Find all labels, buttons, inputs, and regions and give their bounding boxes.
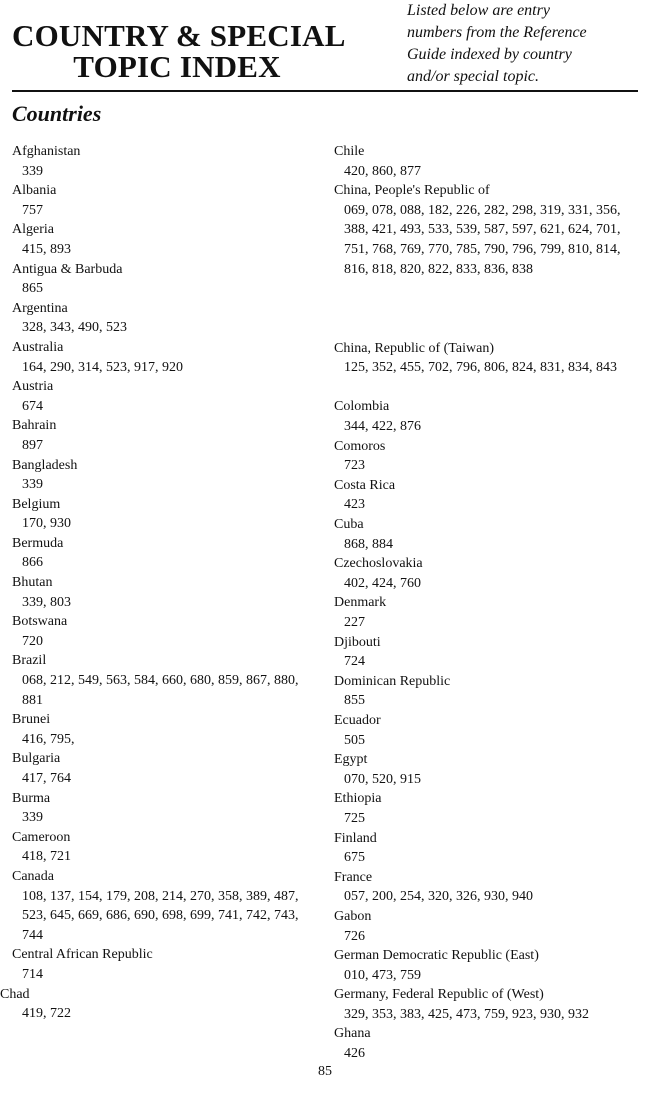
entry-numbers: 125, 352, 455, 702, 796, 806, 824, 831, 834, 843 [344, 360, 617, 376]
index-entry [334, 397, 644, 436]
country-name: Costa Rica [334, 477, 396, 493]
index-entry [334, 515, 644, 554]
entry-numbers: 416, 795, [22, 731, 75, 747]
country-name: Chile [334, 144, 365, 159]
entry-numbers: 675 [344, 850, 365, 866]
entry-numbers: 724 [344, 654, 365, 670]
entry-numbers: 714 [22, 966, 43, 982]
entry-numbers: 339 [22, 810, 43, 826]
index-entry [12, 945, 317, 984]
entry-numbers: 726 [344, 928, 365, 944]
entry-numbers: 402, 424, 760 [344, 575, 421, 591]
entry-numbers: 057, 200, 254, 320, 326, 930, 940 [344, 889, 533, 905]
entry-numbers: 069, 078, 088, 182, 226, 282, 298, 319, 331, 356, 388, 421, 493, 533, 539, 587, 597, 621, 624, 701, 751, 768, 769, 770, 785, 790, 796, 799, 810, 814, 816, 818, 820, 822, 833, 836, 838 [344, 202, 621, 277]
entry-numbers: 865 [22, 281, 43, 297]
country-name: Ecuador [334, 712, 381, 728]
country-name: Bhutan [12, 575, 53, 591]
country-name: Algeria [12, 222, 54, 238]
note-line: Listed below are entry [407, 2, 550, 19]
country-name: Cuba [334, 517, 364, 533]
index-entry [334, 339, 644, 398]
index-entry [12, 260, 317, 299]
index-entry [334, 672, 644, 711]
country-name: Czechoslovakia [334, 556, 423, 572]
country-name: Djibouti [334, 634, 381, 650]
country-name: Antigua & Barbuda [12, 261, 123, 277]
entry-numbers: 417, 764 [22, 771, 71, 787]
country-name: Finland [334, 830, 377, 846]
note-line: and/or special topic. [407, 68, 539, 85]
note-line: Guide indexed by country [407, 46, 572, 63]
country-name: Australia [12, 339, 64, 355]
entry-numbers: 855 [344, 693, 365, 709]
entry-numbers: 328, 343, 490, 523 [22, 320, 127, 336]
entry-numbers: 068, 212, 549, 563, 584, 660, 680, 859, 867, 880, 881 [22, 673, 299, 708]
country-name: Bulgaria [12, 751, 61, 767]
index-entry [334, 868, 644, 907]
entry-numbers: 339 [22, 163, 43, 179]
country-name: Brunei [12, 712, 51, 728]
index-entry [334, 711, 644, 750]
title-line-2: TOPIC INDEX [73, 49, 281, 84]
index-entry [334, 633, 644, 672]
index-entry [334, 554, 644, 593]
entry-numbers: 415, 893 [22, 241, 71, 257]
note-line: numbers from the Reference [407, 24, 587, 41]
country-name: Egypt [334, 752, 368, 768]
country-name: Bahrain [12, 418, 57, 434]
country-name: Dominican Republic [334, 673, 451, 689]
entry-numbers: 010, 473, 759 [344, 967, 421, 983]
country-name: Ethiopia [334, 791, 382, 807]
page-number: 85 [318, 1064, 332, 1079]
index-entry [334, 476, 644, 515]
country-name: Afghanistan [12, 144, 81, 159]
index-entry [12, 789, 317, 828]
country-name: Ghana [334, 1026, 371, 1042]
page-title [12, 18, 346, 84]
entry-numbers: 418, 721 [22, 849, 71, 865]
country-name: Comoros [334, 438, 386, 454]
index-entry [334, 750, 644, 789]
entry-numbers: 070, 520, 915 [344, 771, 421, 787]
index-entry [12, 299, 317, 338]
section-title: Countries [12, 101, 102, 126]
entry-numbers: 344, 422, 876 [344, 419, 421, 435]
index-entry [12, 867, 317, 945]
index-entry [12, 416, 317, 455]
header-rule [12, 90, 638, 92]
country-name: Chad [0, 986, 30, 1002]
country-name: France [334, 869, 373, 885]
index-entry [12, 828, 317, 867]
country-name: Brazil [12, 653, 47, 669]
index-entry [12, 612, 317, 651]
entry-numbers: 423 [344, 497, 365, 513]
entry-numbers: 674 [22, 398, 43, 414]
entry-numbers: 897 [22, 437, 43, 453]
index-entry [12, 220, 317, 259]
index-entry [12, 181, 317, 220]
country-name: Central African Republic [12, 947, 153, 963]
index-entry [12, 651, 317, 710]
index-entry [334, 907, 644, 946]
country-name: Colombia [334, 399, 390, 415]
index-note [407, 0, 647, 88]
index-entry [334, 181, 644, 339]
index-entry [334, 789, 644, 828]
index-entry [12, 710, 317, 749]
title-line-1: COUNTRY & SPECIAL [12, 18, 346, 53]
country-name: China, People's Republic of [334, 183, 490, 199]
country-name: Argentina [12, 300, 68, 316]
index-entry [334, 946, 644, 985]
country-name: China, Republic of (Taiwan) [334, 340, 494, 356]
country-name: Burma [12, 790, 51, 806]
index-entry [12, 573, 317, 612]
index-entry [12, 749, 317, 788]
entry-numbers: 868, 884 [344, 536, 393, 552]
entry-numbers: 426 [344, 1046, 365, 1062]
index-entry [12, 142, 317, 181]
entry-numbers: 866 [22, 555, 43, 571]
right-column [334, 142, 644, 1064]
index-entry [334, 142, 644, 181]
index-entry [12, 456, 317, 495]
entry-numbers: 725 [344, 810, 365, 826]
country-name: Denmark [334, 595, 387, 611]
index-entry [334, 437, 644, 476]
entry-numbers: 720 [22, 633, 43, 649]
country-name: Belgium [12, 496, 61, 512]
index-entry [12, 495, 317, 534]
entry-numbers: 164, 290, 314, 523, 917, 920 [22, 359, 183, 375]
index-entry [334, 593, 644, 632]
index-entry [334, 829, 644, 868]
entry-numbers: 419, 722 [22, 1006, 71, 1022]
entry-numbers: 329, 353, 383, 425, 473, 759, 923, 930, 932 [344, 1006, 589, 1022]
country-name: Albania [12, 183, 57, 199]
country-name: Canada [12, 868, 54, 884]
country-name: Gabon [334, 908, 372, 924]
country-name: Bangladesh [12, 457, 78, 473]
entry-numbers: 227 [344, 615, 365, 631]
entry-numbers: 757 [22, 202, 43, 218]
index-entry [334, 1024, 644, 1063]
entry-numbers: 170, 930 [22, 516, 71, 532]
left-column [0, 142, 317, 1024]
country-name: Botswana [12, 614, 68, 630]
country-name: Germany, Federal Republic of (West) [334, 987, 544, 1003]
entry-numbers: 339, 803 [22, 594, 71, 610]
index-entry [12, 338, 317, 377]
country-name: Bermuda [12, 535, 64, 551]
country-name: Austria [12, 379, 54, 395]
entry-numbers: 420, 860, 877 [344, 163, 421, 179]
index-entry [12, 534, 317, 573]
entry-numbers: 108, 137, 154, 179, 208, 214, 270, 358, 389, 487, 523, 645, 669, 686, 690, 698, 699, 741, 742, 743, 744 [22, 888, 299, 943]
entry-numbers: 339 [22, 477, 43, 493]
country-name: German Democratic Republic (East) [334, 948, 539, 964]
entry-numbers: 723 [344, 458, 365, 474]
index-entry [334, 985, 644, 1024]
country-name: Cameroon [12, 829, 71, 845]
index-entry [12, 377, 317, 416]
index-entry [0, 985, 317, 1024]
entry-numbers: 505 [344, 732, 365, 748]
